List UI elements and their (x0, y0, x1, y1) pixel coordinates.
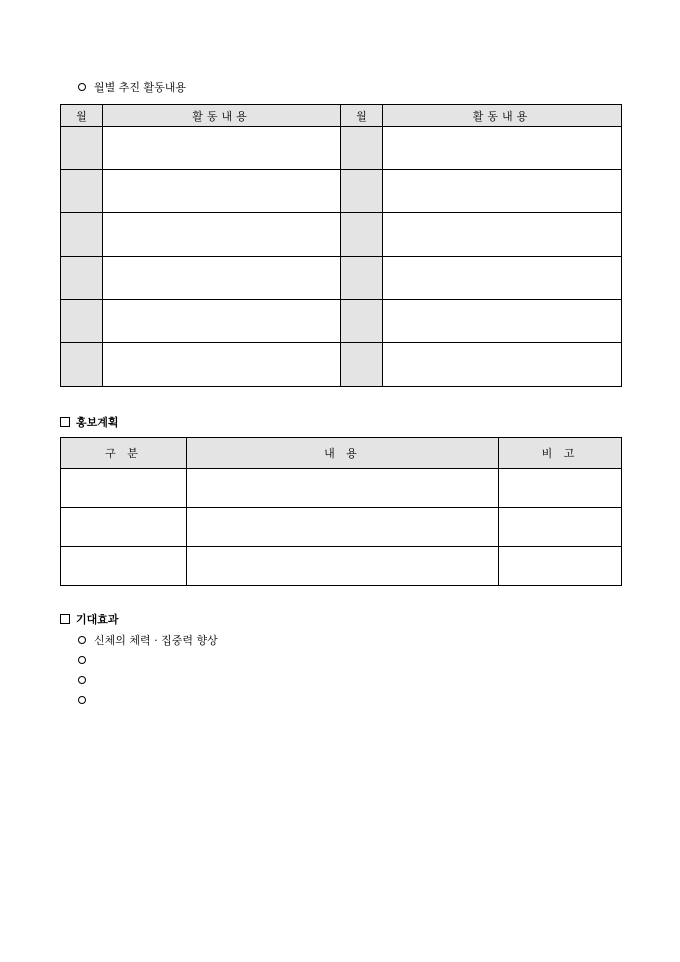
monthly-header-row (61, 105, 622, 127)
month-cell[interactable] (61, 127, 103, 170)
activity-cell[interactable] (383, 170, 622, 213)
month-cell[interactable] (61, 257, 103, 300)
header-activity-left: 활동내용 (103, 105, 341, 127)
table-row (61, 343, 622, 387)
header-category: 구 분 (61, 438, 187, 469)
note-cell[interactable] (499, 469, 622, 508)
bullet-circle-icon (78, 636, 86, 644)
month-cell[interactable] (341, 257, 383, 300)
category-cell[interactable] (61, 469, 187, 508)
table-row (61, 170, 622, 213)
note-cell[interactable] (499, 547, 622, 586)
activity-cell[interactable] (103, 300, 341, 343)
table-row (61, 508, 622, 547)
list-item (78, 674, 94, 688)
bullet-circle-icon (78, 83, 86, 91)
table-row (61, 127, 622, 170)
activity-cell[interactable] (103, 343, 341, 387)
month-cell[interactable] (61, 213, 103, 257)
month-cell[interactable] (341, 300, 383, 343)
category-cell[interactable] (61, 508, 187, 547)
monthly-table (60, 104, 622, 387)
activity-cell[interactable] (383, 257, 622, 300)
content-cell[interactable] (187, 508, 499, 547)
content-cell[interactable] (187, 547, 499, 586)
content-cell[interactable] (187, 469, 499, 508)
bullet-circle-icon (78, 696, 86, 704)
month-cell[interactable] (61, 343, 103, 387)
list-item (78, 654, 94, 668)
activity-cell[interactable] (383, 343, 622, 387)
table-row (61, 300, 622, 343)
effects-heading: 기대효과 (60, 613, 119, 627)
activity-cell[interactable] (383, 213, 622, 257)
activity-cell[interactable] (103, 127, 341, 170)
month-cell[interactable] (341, 213, 383, 257)
header-month-left: 월 (61, 105, 103, 127)
table-row (61, 257, 622, 300)
activity-cell[interactable] (103, 213, 341, 257)
header-note: 비 고 (499, 438, 622, 469)
table-row (61, 469, 622, 508)
month-cell[interactable] (341, 343, 383, 387)
promo-heading: 홍보계획 (60, 416, 119, 430)
header-content: 내 용 (187, 438, 499, 469)
bullet-circle-icon (78, 656, 86, 664)
activity-cell[interactable] (383, 127, 622, 170)
month-cell[interactable] (61, 170, 103, 213)
month-cell[interactable] (341, 127, 383, 170)
header-activity-right: 활동내용 (383, 105, 622, 127)
note-cell[interactable] (499, 508, 622, 547)
month-cell[interactable] (341, 170, 383, 213)
checkbox-square-icon (60, 614, 70, 624)
checkbox-square-icon (60, 417, 70, 427)
monthly-title: 월별 추진 활동내용 (78, 81, 186, 95)
list-item: 신체의 체력 · 집중력 향상 (78, 634, 218, 648)
list-item (78, 694, 94, 708)
promo-header-row (61, 438, 622, 469)
table-row (61, 547, 622, 586)
bullet-circle-icon (78, 676, 86, 684)
category-cell[interactable] (61, 547, 187, 586)
promo-table (60, 437, 622, 586)
activity-cell[interactable] (383, 300, 622, 343)
header-month-right: 월 (341, 105, 383, 127)
activity-cell[interactable] (103, 170, 341, 213)
activity-cell[interactable] (103, 257, 341, 300)
table-row (61, 213, 622, 257)
month-cell[interactable] (61, 300, 103, 343)
